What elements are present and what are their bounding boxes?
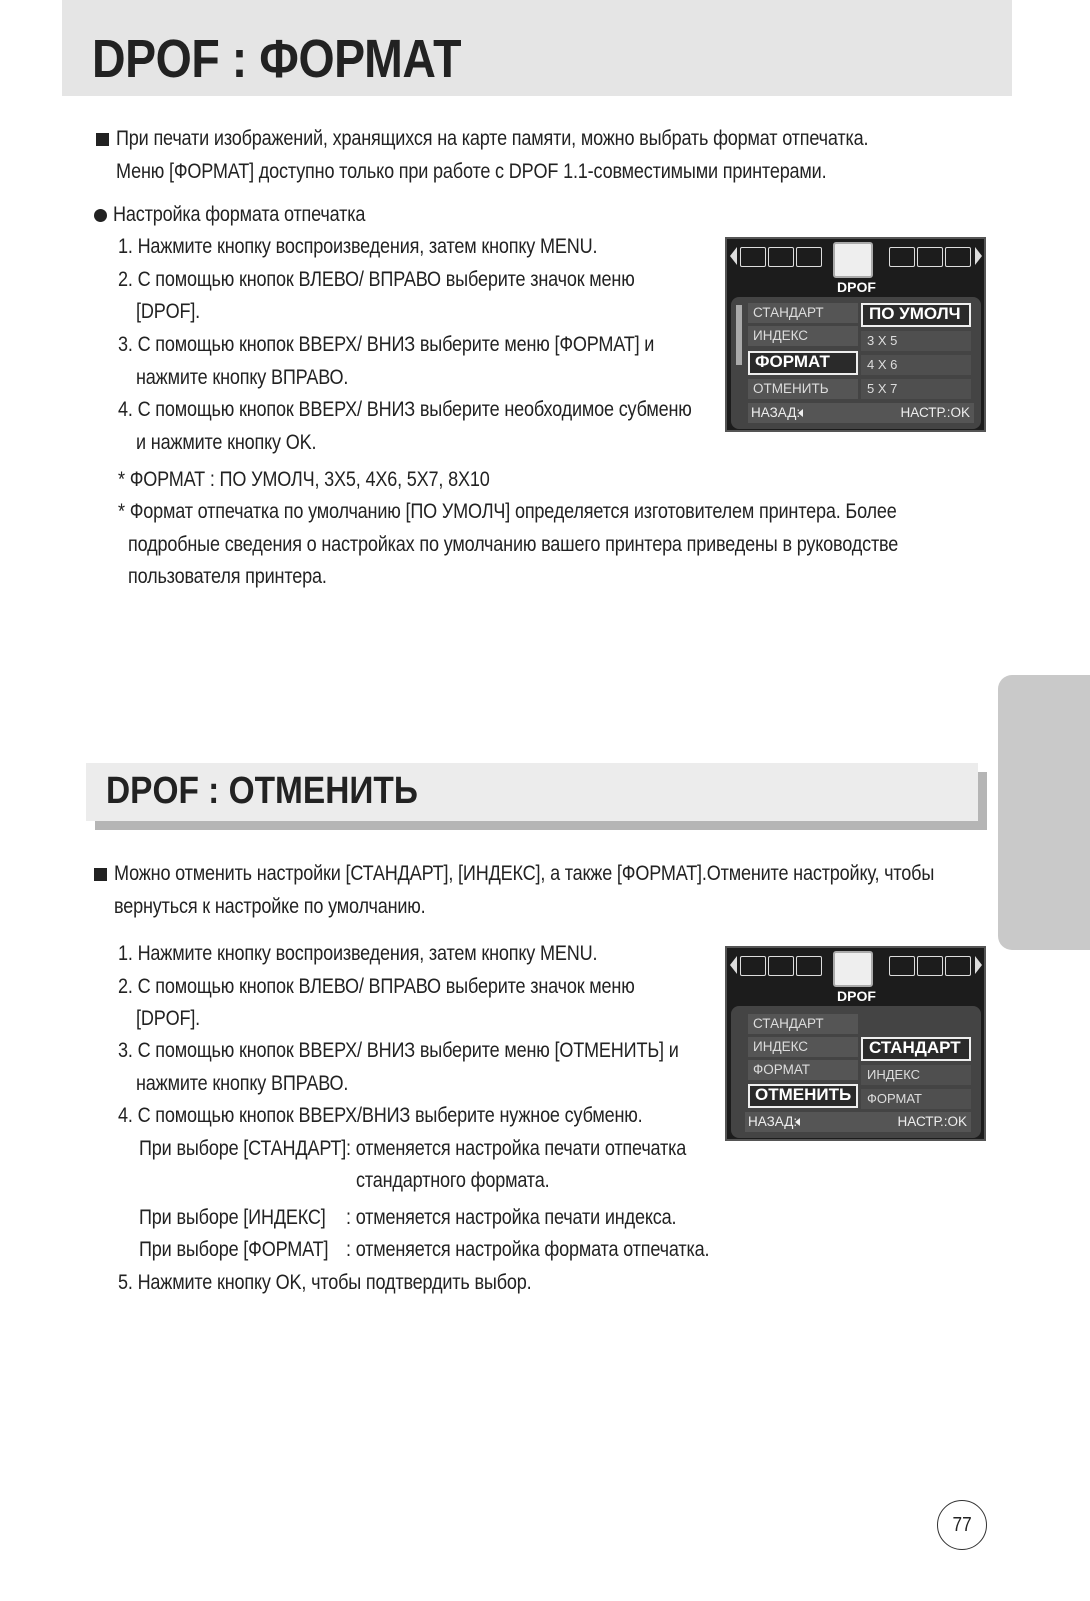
ok-label: НАСТР.:OK xyxy=(897,1114,967,1129)
section1-step-3-cont: нажмите кнопку ВПРАВО. xyxy=(136,366,349,389)
section2-step-2: 2. С помощью кнопок ВЛЕВО/ ВПРАВО выберите значок меню xyxy=(118,975,635,998)
menu-item-format[interactable]: ФОРМАТ xyxy=(748,1060,858,1080)
section2-step-5: 5. Нажмите кнопку OK, чтобы подтвердить выбор. xyxy=(118,1271,532,1294)
choice2-text: : отменяется настройка печати индекса. xyxy=(346,1206,677,1229)
section2-step-4: 4. С помощью кнопок ВВЕРХ/ВНИЗ выберите нужное субменю. xyxy=(118,1104,643,1127)
delete-icon xyxy=(796,956,822,976)
choice1-label: При выборе [СТАНДАРТ] xyxy=(139,1137,347,1160)
submenu-item-default[interactable]: ПО УМОЛЧ xyxy=(861,303,971,327)
menu-item-standard[interactable]: СТАНДАРТ xyxy=(748,1014,858,1034)
delete-icon xyxy=(796,247,822,267)
setup-icon xyxy=(945,247,971,267)
section1-step-4-cont: и нажмите кнопку OK. xyxy=(136,431,317,454)
protect-key-icon xyxy=(768,956,794,976)
dpof-icon xyxy=(833,951,873,987)
copy-icon xyxy=(889,956,915,976)
menu-item-index[interactable]: ИНДЕКС xyxy=(748,1037,858,1057)
section2-intro-line1: Можно отменить настройки [СТАНДАРТ], [ИНДЕКС], а также [ФОРМАТ].Отмените настройку, чтобы xyxy=(114,862,935,885)
menu-item-cancel[interactable]: ОТМЕНИТЬ xyxy=(748,379,858,399)
section1-title: DPOF : ФОРМАТ xyxy=(92,29,462,89)
menu-item-standard[interactable]: СТАНДАРТ xyxy=(748,303,858,323)
section1-step-3: 3. С помощью кнопок ВВЕРХ/ ВНИЗ выберите меню [ФОРМАТ] и xyxy=(118,333,655,356)
protect-key-icon xyxy=(768,247,794,267)
arrow-right-icon xyxy=(975,956,982,974)
picture-icon xyxy=(740,956,766,976)
choice2-label: При выборе [ИНДЕКС] xyxy=(139,1206,326,1229)
section1-intro-line2: Меню [ФОРМАТ] доступно только при работе с DPOF 1.1-совместимыми принтерами. xyxy=(116,160,827,183)
section1-note2-line2: подробные сведения о настройках по умолчанию вашего принтера приведены в руководстве xyxy=(128,533,899,556)
menu-item-format[interactable]: ФОРМАТ xyxy=(748,351,858,375)
section1-subheading: Настройка формата отпечатка xyxy=(113,203,366,226)
screen-footer xyxy=(745,1112,971,1132)
submenu-item-format[interactable]: ФОРМАТ xyxy=(861,1089,971,1109)
page-number xyxy=(937,1500,987,1550)
pictbridge-icon xyxy=(917,956,943,976)
section2-step-2-cont: [DPOF]. xyxy=(136,1007,201,1030)
section1-note1: * ФОРМАТ : ПО УМОЛЧ, 3X5, 4X6, 5X7, 8X10 xyxy=(118,468,490,491)
section2-step-3: 3. С помощью кнопок ВВЕРХ/ ВНИЗ выберите меню [ОТМЕНИТЬ] и xyxy=(118,1039,679,1062)
section1-step-2: 2. С помощью кнопок ВЛЕВО/ ВПРАВО выберите значок меню xyxy=(118,268,635,291)
pictbridge-icon xyxy=(917,247,943,267)
copy-icon xyxy=(889,247,915,267)
arrow-left-icon xyxy=(730,247,737,265)
section1-step-1: 1. Нажмите кнопку воспроизведения, затем кнопку MENU. xyxy=(118,235,598,258)
back-arrow-icon xyxy=(795,1118,800,1126)
arrow-right-icon xyxy=(975,247,982,265)
dpof-tab-label: DPOF xyxy=(837,988,876,1004)
submenu-item-3x5[interactable]: 3 X 5 xyxy=(861,331,971,351)
section1-note2-line1: * Формат отпечатка по умолчанию [ПО УМОЛЧ] определяется изготовителем принтера. Более xyxy=(118,500,897,523)
section2-title: DPOF : ОТМЕНИТЬ xyxy=(106,770,418,812)
square-bullet-icon xyxy=(94,868,107,881)
section2-step-1: 1. Нажмите кнопку воспроизведения, затем кнопку MENU. xyxy=(118,942,598,965)
section1-note2-line3: пользователя принтера. xyxy=(128,565,327,588)
dpof-tab-label: DPOF xyxy=(837,279,876,295)
camera-screen-cancel xyxy=(725,946,986,1141)
submenu-item-5x7[interactable]: 5 X 7 xyxy=(861,379,971,399)
choice3-label: При выборе [ФОРМАТ] xyxy=(139,1238,329,1261)
menu-panel xyxy=(731,297,981,429)
dpof-icon xyxy=(833,242,873,278)
screen-footer xyxy=(748,403,974,423)
back-label: НАЗАД: xyxy=(751,405,801,420)
menu-panel xyxy=(731,1006,981,1138)
section1-step-4: 4. С помощью кнопок ВВЕРХ/ ВНИЗ выберите необходимое субменю xyxy=(118,398,692,421)
chapter-side-tab xyxy=(998,675,1090,950)
back-label: НАЗАД: xyxy=(748,1114,798,1129)
choice1-text-cont: стандартного формата. xyxy=(356,1169,550,1192)
setup-icon xyxy=(945,956,971,976)
ok-label: НАСТР.:OK xyxy=(900,405,970,420)
circle-bullet-icon xyxy=(94,209,107,222)
section2-intro-line2: вернуться к настройке по умолчанию. xyxy=(114,895,426,918)
section1-step-2-cont: [DPOF]. xyxy=(136,300,201,323)
arrow-left-icon xyxy=(730,956,737,974)
back-arrow-icon xyxy=(798,409,803,417)
submenu-item-index[interactable]: ИНДЕКС xyxy=(861,1065,971,1085)
submenu-item-standard[interactable]: СТАНДАРТ xyxy=(861,1037,971,1061)
page-number-text: 77 xyxy=(952,1513,972,1536)
section1-intro-line1: При печати изображений, хранящихся на карте памяти, можно выбрать формат отпечатка. xyxy=(116,127,869,150)
square-bullet-icon xyxy=(96,133,109,146)
submenu-item-4x6[interactable]: 4 X 6 xyxy=(861,355,971,375)
camera-screen-format xyxy=(725,237,986,432)
picture-icon xyxy=(740,247,766,267)
choice3-text: : отменяется настройка формата отпечатка. xyxy=(346,1238,710,1261)
section2-step-3-cont: нажмите кнопку ВПРАВО. xyxy=(136,1072,349,1095)
choice1-text: : отменяется настройка печати отпечатка xyxy=(346,1137,687,1160)
scrollbar xyxy=(736,305,742,365)
menu-item-cancel[interactable]: ОТМЕНИТЬ xyxy=(748,1084,858,1108)
menu-item-index[interactable]: ИНДЕКС xyxy=(748,326,858,346)
